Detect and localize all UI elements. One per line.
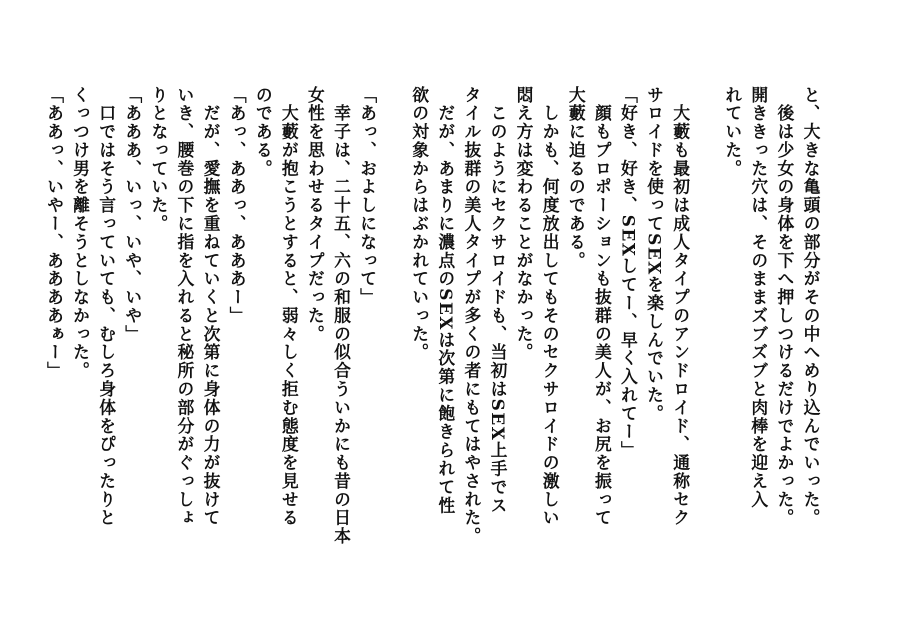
text-line: 大藪が抱こうとすると、弱々しく拒む態度を見せる — [279, 86, 300, 528]
vertical-text-body — [41, 86, 824, 586]
text-line: 大藪に迫るのである。 — [566, 86, 587, 270]
text-line: だが、愛撫を重ねていくと次第に身体の力が抜けて — [201, 86, 222, 528]
text-line: 開ききった穴は、そのままズブズブと肉棒を迎え入 — [748, 86, 769, 509]
text-line: 欲の対象からはぶかれていった。 — [409, 86, 430, 362]
text-line: このようにセクサロイドも、当初はSEX上手でス — [487, 86, 508, 515]
text-line: 後は少女の身体を下へ押しつけるだけでよかった。 — [774, 86, 795, 528]
text-line: 悶え方は変わることがなかった。 — [514, 86, 535, 362]
text-line: 顔もプロポーションも抜群の美人が、お尻を振って — [592, 86, 613, 528]
text-line: しかも、何度放出してもそのセクサロイドの激しい — [540, 86, 561, 528]
text-line: 「好き、好き、SEXしてー、早く入れてー」 — [618, 86, 639, 460]
text-line: 大藪も最初は成人タイプのアンドロイド、通称セク — [670, 86, 691, 528]
text-line: いき、腰巻の下に指を入れると秘所の部分がぐっしょ — [174, 86, 195, 528]
text-line: のである。 — [253, 86, 274, 178]
text-line: 「ああっ、いやー、ああああぁー」 — [44, 86, 65, 381]
text-line: りとなっていた。 — [148, 86, 169, 234]
text-line: れていた。 — [722, 86, 743, 178]
text-line: サロイドを使ってSEXを楽しんでいた。 — [644, 86, 665, 423]
text-line: 幸子は、二十五、六の和服の似合ういかにも昔の日本 — [331, 86, 352, 546]
paragraph-gap — [694, 86, 720, 586]
text-line: 「あっ、およしになって」 — [357, 86, 378, 307]
text-line: 口ではそう言っていても、むしろ身体をぴったりと — [96, 86, 117, 528]
text-line: タイル抜群の美人タイプが多くの者にもてはやされた。 — [461, 86, 482, 546]
text-line: 「あっ、ああっ、あああー」 — [227, 86, 248, 326]
text-line: と、大きな亀頭の部分がその中へめり込んでいった。 — [801, 86, 821, 528]
text-line: だが、あまりに濃点のSEXは次第に飽きられて性 — [435, 86, 456, 515]
text-line: 女性を思わせるタイプだった。 — [305, 86, 326, 344]
text-line: くっつけ男を離そうとしなかった。 — [70, 86, 91, 381]
text-line: 「あああ、いっ、いや、いや」 — [122, 86, 143, 344]
paragraph-gap — [381, 86, 407, 586]
